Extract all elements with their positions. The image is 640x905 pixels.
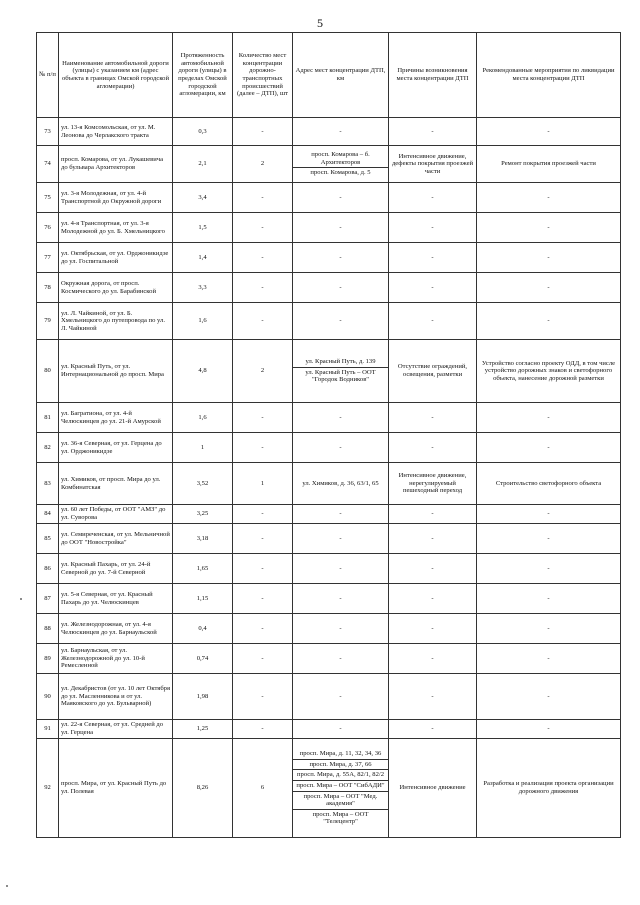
table-row — [37, 554, 621, 584]
concentration-address — [293, 644, 389, 674]
address-entry: просп. Мира – ООТ "Мед. академия" — [293, 791, 388, 809]
road-length: 3,18 — [173, 524, 233, 554]
scan-dot — [20, 598, 22, 600]
road-length: 1,6 — [173, 403, 233, 433]
table-row — [37, 524, 621, 554]
address-entry: - — [339, 624, 342, 632]
row-number: 74 — [37, 146, 59, 183]
accident-cause: - — [389, 118, 477, 146]
road-name: ул. 36-я Северная, от ул. Герцена до ул. Орджоникидзе — [59, 433, 173, 463]
accident-cause: - — [389, 674, 477, 720]
concentration-address — [293, 524, 389, 554]
address-entry: ул. Красный Путь, д. 139 — [305, 358, 376, 366]
recommended-measure: - — [477, 505, 621, 524]
row-number: 87 — [37, 584, 59, 614]
accident-count: - — [233, 183, 293, 213]
address-entry: - — [339, 193, 342, 201]
address-entry: - — [339, 692, 342, 700]
road-length: 0,4 — [173, 614, 233, 644]
accident-cause: - — [389, 303, 477, 340]
accident-cause: - — [389, 243, 477, 273]
dtp-concentration-table — [36, 32, 621, 838]
row-number: 76 — [37, 213, 59, 243]
scan-dot — [6, 885, 8, 887]
header-address: Адрес мест концентрации ДТП, км — [293, 33, 389, 118]
accident-count: 2 — [233, 146, 293, 183]
address-entry: просп. Мира, д. 11, 32, 34, 36 — [299, 750, 382, 758]
recommended-measure: Устройство согласно проекту ОДД, в том числе устройство дорожных знаков и светофорного объекта, нанесение дорожной разметки — [477, 340, 621, 403]
recommended-measure: - — [477, 243, 621, 273]
concentration-address — [293, 303, 389, 340]
address-entry: - — [339, 413, 342, 421]
road-name: ул. Багратиона, от ул. 4-й Челюскинцев до ул. 21-й Амурской — [59, 403, 173, 433]
row-number: 89 — [37, 644, 59, 674]
recommended-measure: - — [477, 118, 621, 146]
address-entry: ул. Химиков, д. 36, 63/1, 65 — [302, 479, 379, 487]
road-length: 1,5 — [173, 213, 233, 243]
accident-count: - — [233, 614, 293, 644]
road-length: 1 — [173, 433, 233, 463]
road-length: 0,74 — [173, 644, 233, 674]
accident-cause: - — [389, 183, 477, 213]
accident-count: - — [233, 674, 293, 720]
address-entry: - — [339, 534, 342, 542]
recommended-measure: - — [477, 644, 621, 674]
row-number: 88 — [37, 614, 59, 644]
row-number: 83 — [37, 463, 59, 505]
concentration-address — [293, 674, 389, 720]
road-name: ул. Семиреченская, от ул. Мельничной до ООТ "Новостройка" — [59, 524, 173, 554]
accident-cause: - — [389, 554, 477, 584]
address-entry: просп. Мира – ООТ "Телецентр" — [293, 809, 388, 827]
table-row — [37, 146, 621, 183]
accident-cause: Интенсивное движение, нерегулируемый пешеходный переход — [389, 463, 477, 505]
road-length: 8,26 — [173, 739, 233, 838]
accident-count: 6 — [233, 739, 293, 838]
address-entry: просп. Комарова – б. Архитекторов — [311, 151, 370, 166]
road-length: 3,4 — [173, 183, 233, 213]
row-number: 79 — [37, 303, 59, 340]
table-row — [37, 584, 621, 614]
road-name: ул. 60 лет Победы, от ООТ "АМЗ" до ул. Суворова — [59, 505, 173, 524]
recommended-measure: - — [477, 403, 621, 433]
table-row — [37, 463, 621, 505]
recommended-measure: - — [477, 183, 621, 213]
address-entry: - — [339, 443, 342, 451]
address-entry: - — [339, 127, 342, 135]
road-name: ул. Красный Путь, от ул. Интернациональной до просп. Мира — [59, 340, 173, 403]
table-row — [37, 505, 621, 524]
road-length: 1,15 — [173, 584, 233, 614]
recommended-measure: - — [477, 720, 621, 739]
row-number: 84 — [37, 505, 59, 524]
road-length: 1,65 — [173, 554, 233, 584]
address-entry: просп. Мира, д. 37, 66 — [293, 759, 388, 770]
accident-cause: - — [389, 505, 477, 524]
table-row — [37, 739, 621, 838]
address-entry: - — [339, 253, 342, 261]
recommended-measure: - — [477, 303, 621, 340]
concentration-address — [293, 433, 389, 463]
row-number: 86 — [37, 554, 59, 584]
accident-count: - — [233, 243, 293, 273]
road-name: ул. Л. Чайкиной, от ул. Б. Хмельницкого до путепровода по ул. Л. Чайкиной — [59, 303, 173, 340]
row-number: 77 — [37, 243, 59, 273]
road-length: 1,98 — [173, 674, 233, 720]
road-name: просп. Комарова, от ул. Лукашевича до бульвара Архитекторов — [59, 146, 173, 183]
address-entry: - — [339, 725, 342, 733]
concentration-address — [293, 739, 389, 838]
concentration-address — [293, 273, 389, 303]
recommended-measure: - — [477, 213, 621, 243]
road-length: 2,1 — [173, 146, 233, 183]
accident-count: - — [233, 213, 293, 243]
table-row — [37, 674, 621, 720]
accident-cause: Интенсивное движение — [389, 739, 477, 838]
road-length: 1,4 — [173, 243, 233, 273]
row-number: 82 — [37, 433, 59, 463]
accident-cause: - — [389, 213, 477, 243]
concentration-address — [293, 340, 389, 403]
accident-count: - — [233, 584, 293, 614]
recommended-measure: - — [477, 614, 621, 644]
concentration-address — [293, 505, 389, 524]
header-num: № п/п — [37, 33, 59, 118]
road-name: ул. Красный Пахарь, от ул. 24-й Северной до ул. 7-й Северной — [59, 554, 173, 584]
header-length: Протяженность автомобильной дороги (улицы) в пределах Омской городской агломерации, км — [173, 33, 233, 118]
address-entry: просп. Мира, д. 55А, 82/1, 82/2 — [293, 769, 388, 780]
accident-count: 2 — [233, 340, 293, 403]
road-length: 3,52 — [173, 463, 233, 505]
road-length: 0,3 — [173, 118, 233, 146]
table-row — [37, 243, 621, 273]
table-row — [37, 118, 621, 146]
table-row — [37, 433, 621, 463]
accident-count: - — [233, 433, 293, 463]
accident-count: - — [233, 644, 293, 674]
road-name: ул. Барнаульская, от ул. Железнодорожной до ул. 10-й Ремесленной — [59, 644, 173, 674]
table-row — [37, 340, 621, 403]
address-entry: - — [339, 510, 342, 518]
accident-cause: - — [389, 403, 477, 433]
accident-cause: - — [389, 720, 477, 739]
recommended-measure: Строительство светофорного объекта — [477, 463, 621, 505]
accident-count: - — [233, 505, 293, 524]
accident-cause: - — [389, 644, 477, 674]
accident-count: - — [233, 273, 293, 303]
address-entry: - — [339, 317, 342, 325]
table-row — [37, 303, 621, 340]
road-name: ул. 3-я Молодежная, от ул. 4-й Транспортной до Окружной дороги — [59, 183, 173, 213]
accident-count: - — [233, 118, 293, 146]
road-name: ул. 13-я Комсомольская, от ул. М. Леонова до Черлакского тракта — [59, 118, 173, 146]
concentration-address — [293, 614, 389, 644]
accident-cause: - — [389, 524, 477, 554]
page-number: 5 — [317, 16, 323, 30]
road-length: 4,8 — [173, 340, 233, 403]
road-name: ул. Химиков, от просп. Мира до ул. Комбинатская — [59, 463, 173, 505]
recommended-measure: - — [477, 273, 621, 303]
road-name: ул. Декабристов (от ул. 10 лет Октября до ул. Масленникова и от ул. Маяковского до ул. Бульварной) — [59, 674, 173, 720]
accident-count: 1 — [233, 463, 293, 505]
road-name: ул. 5-я Северная, от ул. Красный Пахарь до ул. Челюскинцев — [59, 584, 173, 614]
address-entry: просп. Мира – ООТ "СибАДИ" — [293, 780, 388, 791]
table-header-row — [37, 33, 621, 118]
address-entry: - — [339, 654, 342, 662]
row-number: 73 — [37, 118, 59, 146]
address-entry: просп. Комарова, д. 5 — [293, 167, 388, 178]
road-name: Окружная дорога, от просп. Космического до ул. Барабинской — [59, 273, 173, 303]
accident-cause: - — [389, 584, 477, 614]
accident-count: - — [233, 720, 293, 739]
accident-count: - — [233, 303, 293, 340]
accident-cause: Отсутствие ограждений, освещения, разметки — [389, 340, 477, 403]
row-number: 92 — [37, 739, 59, 838]
road-length: 3,25 — [173, 505, 233, 524]
concentration-address — [293, 213, 389, 243]
road-name: ул. 22-я Северная, от ул. Средней до ул. Герцена — [59, 720, 173, 739]
row-number: 75 — [37, 183, 59, 213]
road-name: ул. 4-я Транспортная, от ул. 3-я Молодежной до ул. Б. Хмельницкого — [59, 213, 173, 243]
concentration-address — [293, 720, 389, 739]
recommended-measure: - — [477, 524, 621, 554]
header-road: Наименование автомобильной дороги (улицы) с указанием км (адрес объекта в границах Омской городской агломерации) — [59, 33, 173, 118]
concentration-address — [293, 463, 389, 505]
accident-cause: Интенсивное движение, дефекты покрытия проезжей части — [389, 146, 477, 183]
header-count: Количество мест концентрации дорожно-транспортных происшествий (далее – ДТП), шт — [233, 33, 293, 118]
concentration-address — [293, 403, 389, 433]
header-measure: Рекомендованные мероприятия по ликвидации места концентрации ДТП — [477, 33, 621, 118]
table-row — [37, 644, 621, 674]
recommended-measure: - — [477, 433, 621, 463]
table-row — [37, 720, 621, 739]
table-row — [37, 183, 621, 213]
road-name: ул. Железнодорожная, от ул. 4-я Челюскинцев до ул. Барнаульской — [59, 614, 173, 644]
table-row — [37, 614, 621, 644]
recommended-measure: Ремонт покрытия проезжей части — [477, 146, 621, 183]
address-entry: - — [339, 283, 342, 291]
recommended-measure: - — [477, 554, 621, 584]
accident-cause: - — [389, 273, 477, 303]
accident-cause: - — [389, 614, 477, 644]
address-entry: - — [339, 223, 342, 231]
recommended-measure: - — [477, 674, 621, 720]
accident-count: - — [233, 554, 293, 584]
concentration-address — [293, 243, 389, 273]
recommended-measure: Разработка и реализация проекта организации дорожного движения — [477, 739, 621, 838]
table-row — [37, 403, 621, 433]
road-length: 1,6 — [173, 303, 233, 340]
road-name: ул. Октябрьская, от ул. Орджоникидзе до ул. Госпитальной — [59, 243, 173, 273]
row-number: 90 — [37, 674, 59, 720]
address-entry: - — [339, 564, 342, 572]
accident-count: - — [233, 524, 293, 554]
concentration-address — [293, 146, 389, 183]
row-number: 91 — [37, 720, 59, 739]
concentration-address — [293, 118, 389, 146]
address-entry: ул. Красный Путь – ООТ "Городок Водников" — [293, 367, 388, 385]
row-number: 80 — [37, 340, 59, 403]
table-row — [37, 273, 621, 303]
concentration-address — [293, 584, 389, 614]
road-name: просп. Мира, от ул. Красный Путь до ул. Полевая — [59, 739, 173, 838]
row-number: 78 — [37, 273, 59, 303]
concentration-address — [293, 183, 389, 213]
row-number: 85 — [37, 524, 59, 554]
accident-count: - — [233, 403, 293, 433]
road-length: 1,25 — [173, 720, 233, 739]
road-length: 3,3 — [173, 273, 233, 303]
header-cause: Причины возникновения места концентрации ДТП — [389, 33, 477, 118]
concentration-address — [293, 554, 389, 584]
row-number: 81 — [37, 403, 59, 433]
recommended-measure: - — [477, 584, 621, 614]
accident-cause: - — [389, 433, 477, 463]
address-entry: - — [339, 594, 342, 602]
table-row — [37, 213, 621, 243]
